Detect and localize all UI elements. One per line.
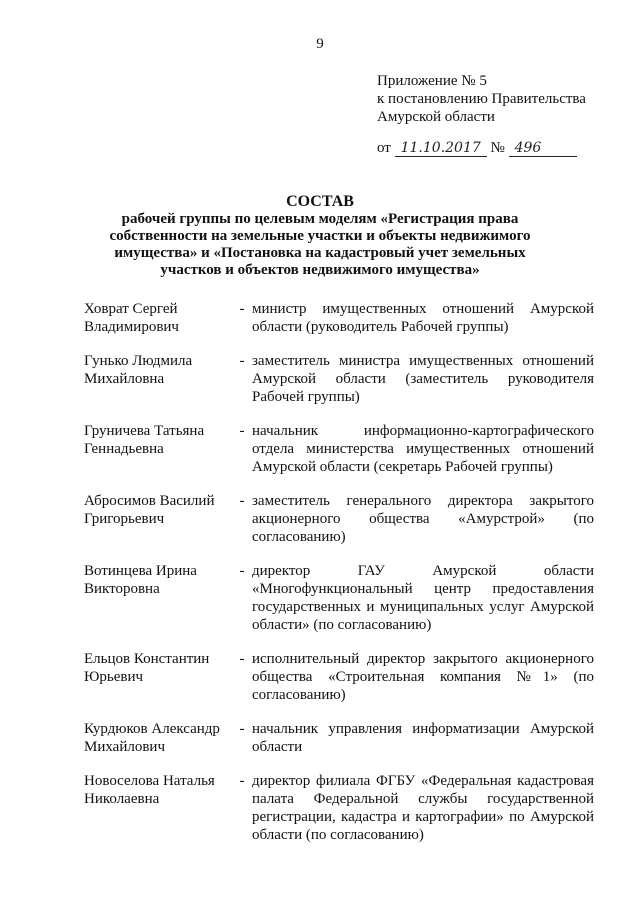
page-number: 9 <box>316 36 324 52</box>
decree-date: 11.10.2017 <box>395 140 487 157</box>
document-title: СОСТАВ <box>286 193 354 210</box>
member-row <box>84 772 594 844</box>
member-role: заместитель министра имущественных отношений Амурской области (заместитель руководителя Рабочей группы) <box>252 353 594 405</box>
member-row <box>84 422 594 476</box>
decree-number-label: № <box>490 140 505 156</box>
member-dash: - <box>239 651 245 667</box>
decree-from-label: от <box>377 140 391 156</box>
member-role: директор ГАУ Амурской области «Многофункциональный центр предоставления государственных и муниципальных услуг Амурской области» (по согласованию) <box>252 563 594 633</box>
member-row <box>84 562 594 634</box>
appendix-reference: к постановлению Правительства <box>377 91 586 107</box>
member-role: начальник информационно-картографического отдела министерства имущественных отношений Амурской области (секретарь Рабочей группы) <box>252 423 594 475</box>
member-dash: - <box>239 353 245 369</box>
appendix-title: Приложение № 5 <box>377 73 487 89</box>
member-name: Ельцов Константин Юрьевич <box>84 651 210 685</box>
member-row <box>84 492 594 546</box>
member-role: исполнительный директор закрытого акционерного общества «Строительная компания №1» (по согласованию) <box>252 651 594 703</box>
appendix-block <box>377 72 586 126</box>
member-dash: - <box>239 493 245 509</box>
member-name: Вотинцева Ирина Викторовна <box>84 563 197 597</box>
member-name: Абросимов Василий Григорьевич <box>84 493 215 527</box>
members-list <box>84 300 594 844</box>
member-role: начальник управления информатизации Амурской области <box>252 721 594 755</box>
member-row <box>84 720 594 756</box>
decree-number: 496 <box>509 140 577 157</box>
document-subtitle: рабочей группы по целевым моделям «Регистрация права собственности на земельные участки и объекты недвижимого имущества» и «Постановка на кадастровый учет земельных участков и объектов недвижимого имущества» <box>109 211 531 278</box>
member-dash: - <box>239 563 245 579</box>
member-role: директор филиала ФГБУ «Федеральная кадастровая палата Федеральной службы государственной регистрации, кадастра и картографии» по Амурской области (по согласованию) <box>252 773 594 843</box>
member-dash: - <box>239 773 245 789</box>
member-row <box>84 352 594 406</box>
member-dash: - <box>239 301 245 317</box>
member-name: Груничева Татьяна Геннадьевна <box>84 423 205 457</box>
member-dash: - <box>239 721 245 737</box>
member-name: Новоселова Наталья Николаевна <box>84 773 215 807</box>
member-name: Ховрат Сергей Владимирович <box>84 301 179 335</box>
member-dash: - <box>239 423 245 439</box>
member-name: Курдюков Александр Михайлович <box>84 721 220 755</box>
member-row <box>84 300 594 336</box>
member-role: заместитель генерального директора закрытого акционерного общества «Амурстрой» (по согласованию) <box>252 493 594 545</box>
member-name: Гунько Людмила Михайловна <box>84 353 193 387</box>
member-row <box>84 650 594 704</box>
appendix-region: Амурской области <box>377 109 495 125</box>
decree-line <box>377 140 577 157</box>
member-role: министр имущественных отношений Амурской области (руководитель Рабочей группы) <box>252 301 594 335</box>
